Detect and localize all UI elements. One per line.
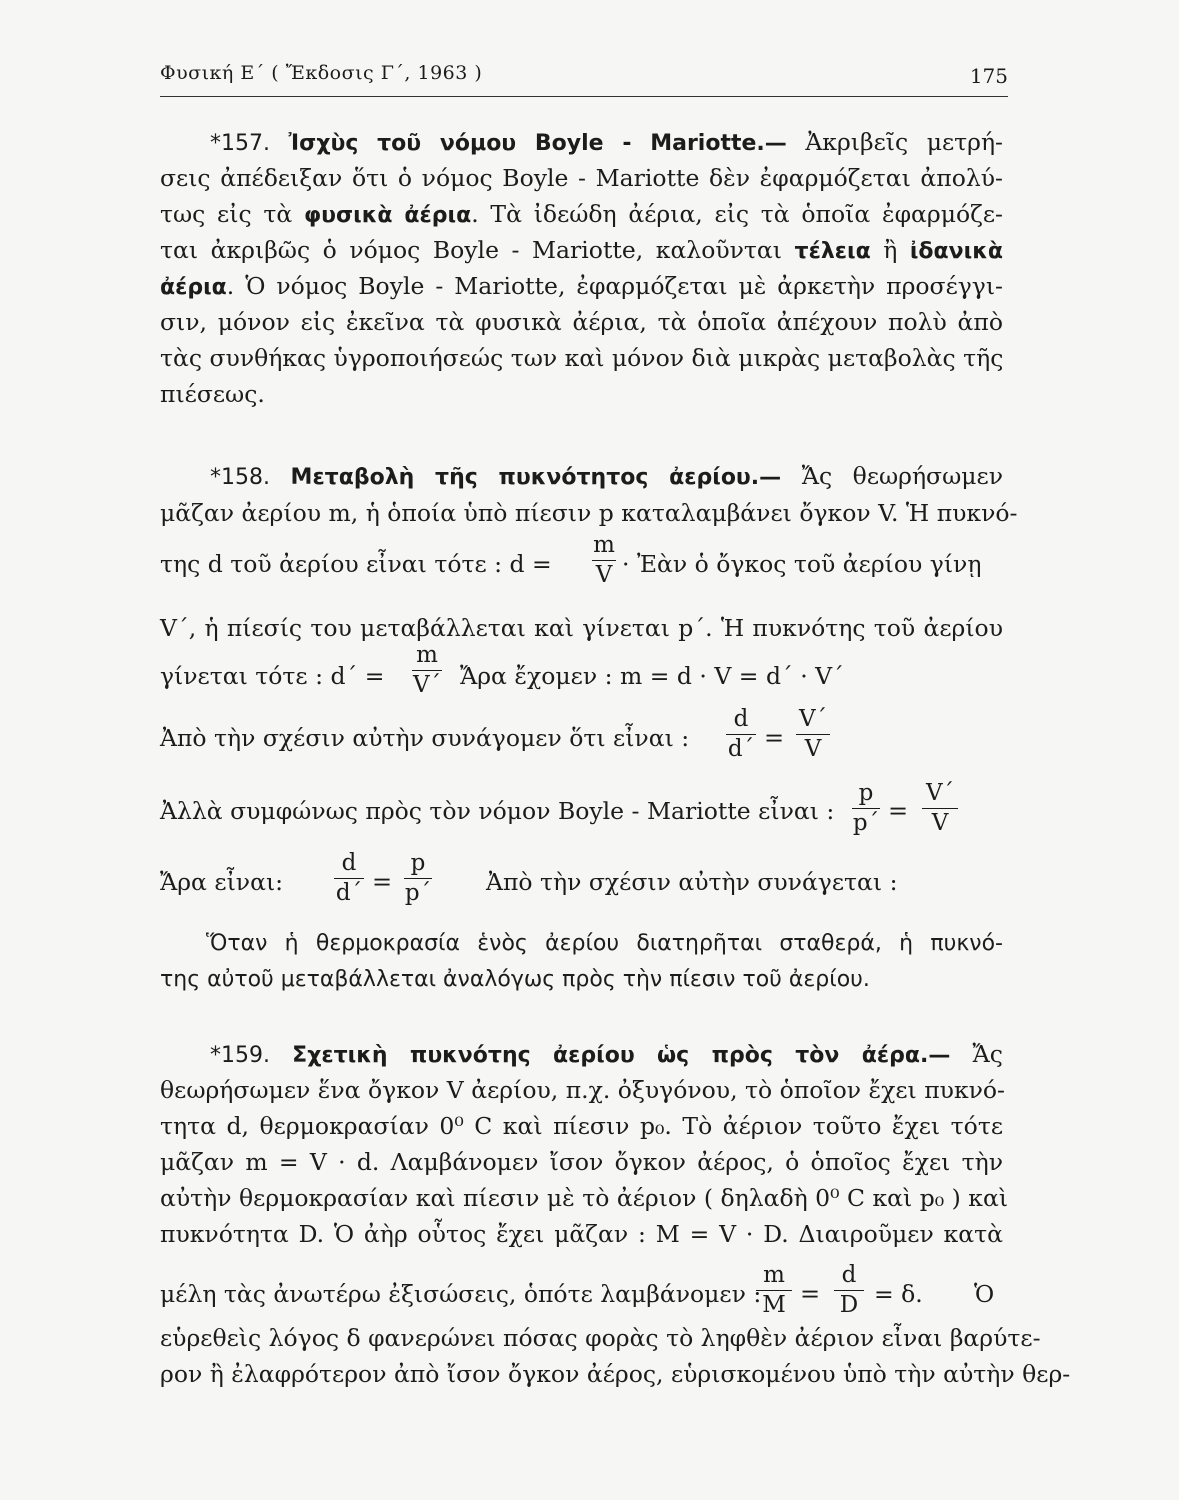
bold-term: φυσικὰ ἀέρια <box>303 203 472 228</box>
equals-sign: = <box>372 868 393 896</box>
equals-sign: = <box>888 797 909 825</box>
fraction-m-over-vprime <box>412 644 442 697</box>
section-159-heading-line <box>210 1038 1003 1072</box>
denominator: V΄ <box>412 672 442 698</box>
paragraph-line: σιν, μόνον εἰς ἐκεῖνα τὰ φυσικὰ ἀέρια, τὰ ὁποῖα ἀπέχουν πολὺ ἀπὸ <box>160 308 1003 336</box>
paragraph-line: ρον ἢ ἐλαφρότερον ἀπὸ ἴσον ὄγκον ἀέρος, εὑρισκομένου ὑπὸ τὴν αὐτὴν θερ- <box>160 1360 1071 1388</box>
section-158-heading-line <box>210 460 1003 494</box>
paragraph-line: V΄, ἡ πίεσίς του μεταβάλλεται καὶ γίνεται p΄. Ἡ πυκνότης τοῦ ἀερίου <box>160 614 1003 642</box>
text-run: γίνεται τότε : d΄ = <box>160 662 385 690</box>
fraction-d-over-dprime <box>726 708 756 761</box>
numerator: p <box>410 850 426 876</box>
section-title: Ἰσχὺς τοῦ νόμου Boyle - Mariotte.— <box>288 131 787 156</box>
denominator: M <box>762 1292 786 1318</box>
text-run: · Ἐὰν ὁ ὄγκος τοῦ ἀερίου γίνῃ <box>622 550 982 578</box>
denominator: D <box>839 1292 859 1318</box>
section-title: Μεταβολὴ τῆς πυκνότητος ἀερίου.— <box>290 465 782 490</box>
text-run: μέλη τὰς ἀνωτέρω ἐξισώσεις, ὁπότε λαμβάνομεν : <box>160 1280 762 1308</box>
denominator: p΄ <box>852 810 880 836</box>
page-number: 175 <box>969 64 1008 88</box>
header-rule <box>160 96 1008 97</box>
text-run: Ἀπὸ τὴν σχέσιν αὐτὴν συνάγεται : <box>486 868 898 896</box>
equals-sign: = <box>764 724 785 752</box>
paragraph-line: τὰς συνθήκας ὑγροποιήσεώς των καὶ μόνον διὰ μικρὰς μεταβολὰς τῆς <box>160 344 1004 372</box>
denominator: d΄ <box>335 880 363 906</box>
section-number: *159. <box>210 1043 270 1068</box>
paragraph-line: σεις ἀπέδειξαν ὅτι ὁ νόμος Boyle - Mariotte δὲν ἐφαρμόζεται ἀπολύ- <box>160 164 1003 192</box>
numerator: m <box>416 642 438 668</box>
fraction-m-over-capital-m <box>756 1264 792 1317</box>
header-title: Φυσική Ε΄ ( Ἔκδοσις Γ΄, 1963 ) <box>160 62 483 84</box>
paragraph-line: πιέσεως. <box>160 380 265 408</box>
numerator: m <box>763 1262 785 1288</box>
paragraph-line: τητα d, θερμοκρασίαν 0⁰ C καὶ πίεσιν p₀. Τὸ ἀέριον τοῦτο ἔχει τότε <box>160 1112 1003 1140</box>
denominator: p΄ <box>404 880 432 906</box>
numerator: d <box>341 850 357 876</box>
paragraph-line <box>160 198 1003 232</box>
section-number: *157. <box>210 131 270 156</box>
numerator: p <box>858 780 874 806</box>
text-run: Ἄρα εἶναι: <box>160 868 284 896</box>
paragraph-line: μᾶζαν ἀερίου m, ἡ ὁποία ὑπὸ πίεσιν p καταλαμβάνει ὄγκον V. Ἡ πυκνό- <box>160 499 1018 527</box>
section-157-heading-line <box>210 126 1003 160</box>
paragraph-line <box>160 234 1003 268</box>
fraction-vprime-over-v <box>922 782 958 835</box>
text-run: της d τοῦ ἀερίου εἶναι τότε : d = <box>160 550 552 578</box>
section-number: *158. <box>210 465 270 490</box>
fraction-d-over-dprime <box>334 852 364 905</box>
text-run: . Τὰ ἰδεώδη ἀέρια, εἰς τὰ ὁποῖα ἐφαρμόζε- <box>471 200 1003 228</box>
fraction-p-over-pprime <box>852 782 880 835</box>
text-run: τως εἰς τὰ <box>160 200 293 228</box>
fraction-m-over-v <box>592 534 616 587</box>
text-run: ἢ <box>883 236 898 264</box>
running-header <box>160 62 1008 102</box>
paragraph-line: μᾶζαν m = V · d. Λαμβάνομεν ἴσον ὄγκον ἀέρος, ὁ ὁποῖος ἔχει τὴν <box>160 1148 1003 1176</box>
bold-term: ἰδανικὰ <box>909 239 1003 264</box>
bold-term: τέλεια <box>794 239 871 264</box>
text-run: Ἄς <box>972 1040 1003 1068</box>
text-run: Ἀπὸ τὴν σχέσιν αὐτὴν συνάγομεν ὅτι εἶναι : <box>160 724 690 752</box>
fraction-p-over-pprime <box>404 852 432 905</box>
denominator: V <box>931 810 949 836</box>
text-run: Ὁ <box>974 1280 995 1308</box>
fraction-d-over-capital-d <box>834 1264 864 1317</box>
numerator: d <box>841 1262 857 1288</box>
fraction-vprime-over-v <box>796 708 830 761</box>
equals-sign: = <box>800 1280 821 1308</box>
numerator: m <box>593 532 615 558</box>
paragraph-line <box>160 270 1003 304</box>
law-statement-line: Ὅταν ἡ θερμοκρασία ἑνὸς ἀερίου διατηρῆται σταθερά, ἡ πυκνό- <box>206 931 1003 956</box>
text-run: . Ὁ νόμος Boyle - Mariotte, ἐφαρμόζεται μὲ ἀρκετὴν προσέγγι- <box>226 272 1003 300</box>
text-run: Ἀλλὰ συμφώνως πρὸς τὸν νόμον Boyle - Mariotte εἶναι : <box>160 797 835 825</box>
bold-term: ἀέρια <box>160 275 227 300</box>
text-run: ται ἀκριβῶς ὁ νόμος Boyle - Mariotte, καλοῦνται <box>160 236 783 264</box>
numerator: d <box>733 706 749 732</box>
denominator: d΄ <box>727 736 755 762</box>
denominator: V <box>804 736 822 762</box>
law-statement-line: της αὐτοῦ μεταβάλλεται ἀναλόγως πρὸς τὴν πίεσιν τοῦ ἀερίου. <box>160 967 870 992</box>
denominator: V <box>595 562 613 588</box>
paragraph-line: θεωρήσωμεν ἕνα ὄγκον V ἀερίου, π.χ. ὀξυγόνου, τὸ ὁποῖον ἔχει πυκνό- <box>160 1076 1006 1104</box>
paragraph-line: εὑρεθεὶς λόγος δ φανερώνει πόσας φορὰς τὸ ληφθὲν ἀέριον εἶναι βαρύτε- <box>160 1324 1041 1352</box>
text-run: Ἀκριβεῖς μετρή- <box>805 128 1003 156</box>
text-run: Ἄς θεωρήσωμεν <box>801 462 1003 490</box>
section-title: Σχετικὴ πυκνότης ἀερίου ὡς πρὸς τὸν ἀέρα.— <box>292 1043 951 1068</box>
paragraph-line: αὐτὴν θερμοκρασίαν καὶ πίεσιν μὲ τὸ ἀέριον ( δηλαδὴ 0⁰ C καὶ p₀ ) καὶ <box>160 1184 1009 1212</box>
paragraph-line: πυκνότητα D. Ὁ ἀὴρ οὗτος ἔχει μᾶζαν : M = V · D. Διαιροῦμεν κατὰ <box>160 1220 1003 1248</box>
text-run: = δ. <box>874 1280 923 1308</box>
text-run: Ἄρα ἔχομεν : m = d · V = d΄ · V΄ <box>460 662 844 690</box>
numerator: V΄ <box>925 780 955 806</box>
numerator: V΄ <box>798 706 828 732</box>
